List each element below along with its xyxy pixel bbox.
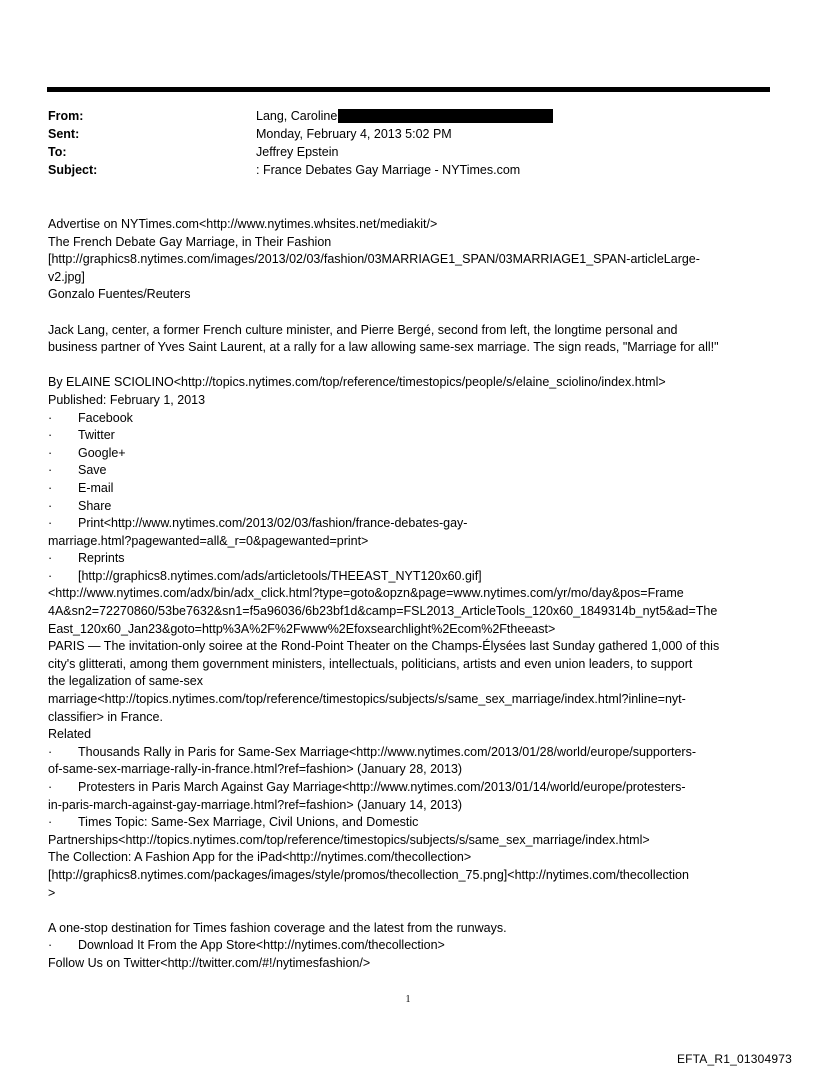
- to-label: To:: [48, 145, 67, 159]
- page-number: 1: [405, 994, 411, 1005]
- from-value: Lang, Caroline: [256, 109, 338, 123]
- bullet-dot: ·: [48, 938, 53, 953]
- related-link-text: Times Topic: Same-Sex Marriage, Civil Unions, and Domestic: [78, 815, 419, 830]
- photo-credit: Gonzalo Fuentes/Reuters: [48, 287, 191, 302]
- share-label: E-mail: [78, 480, 114, 495]
- print-link[interactable]: [48, 515, 774, 533]
- share-label: Google+: [78, 445, 126, 460]
- advertise-link[interactable]: Advertise on NYTimes.com<http://www.nytimes.whsites.net/mediakit/>: [48, 217, 438, 231]
- related-link-1[interactable]: [48, 744, 774, 762]
- subject-value: : France Debates Gay Marriage - NYTimes.com: [256, 163, 521, 177]
- destination-text: A one-stop destination for Times fashion coverage and the latest from the runways.: [48, 920, 507, 935]
- byline[interactable]: By ELAINE SCIOLINO<http://topics.nytimes.com/top/reference/timestopics/people/s/elaine_sciolino/index.html>: [48, 375, 666, 390]
- related-link-2[interactable]: [48, 779, 774, 797]
- article-text: marriage<http://topics.nytimes.com/top/reference/timestopics/subjects/s/same_sex_marriage/index.html?inline=nyt-: [48, 692, 686, 707]
- subject-label: Subject:: [48, 163, 98, 177]
- bullet-dot: ·: [48, 410, 53, 425]
- related-link-text: Thousands Rally in Paris for Same-Sex Marriage<http://www.nytimes.com/2013/01/28/world/europe/supporters-: [78, 744, 696, 759]
- bullet-dot: ·: [48, 551, 53, 566]
- article-headline: The French Debate Gay Marriage, in Their Fashion: [48, 234, 332, 249]
- image-url-line: [http://graphics8.nytimes.com/images/2013/02/03/fashion/03MARRIAGE1_SPAN/03MARRIAGE1_SPAN-articleLarge-: [48, 252, 700, 267]
- published-date: Published: February 1, 2013: [48, 392, 206, 407]
- share-label: Facebook: [78, 410, 133, 425]
- related-heading: Related: [48, 727, 92, 742]
- ad-click-url[interactable]: East_120x60_Jan23&goto=http%3A%2F%2Fwww%2Efoxsearchlight%2Ecom%2Ftheeast>: [48, 621, 556, 636]
- article-text: PARIS — The invitation-only soiree at the Rond-Point Theater on the Champs-Élysées last Sunday gathered 1,000 of this: [48, 639, 720, 654]
- article-text: classifier> in France.: [48, 709, 163, 724]
- bullet-dot: ·: [48, 516, 53, 531]
- download-link-text: Download It From the App Store<http://nytimes.com/thecollection>: [78, 938, 445, 953]
- ad-image-link[interactable]: [48, 568, 774, 586]
- sent-row: [48, 125, 768, 143]
- bullet-dot: ·: [48, 445, 53, 460]
- ad-click-url[interactable]: <http://www.nytimes.com/adx/bin/adx_click.html?type=goto&opzn&page=www.nytimes.com/yr/mo/day&pos=Frame: [48, 586, 684, 601]
- bullet-dot: ·: [48, 744, 53, 759]
- download-link[interactable]: [48, 937, 774, 955]
- collection-link[interactable]: The Collection: A Fashion App for the iPad<http://nytimes.com/thecollection>: [48, 850, 472, 865]
- from-value-wrap: [256, 107, 553, 125]
- bullet-dot: ·: [48, 780, 53, 794]
- ad-image-url: [http://graphics8.nytimes.com/ads/articletools/THEEAST_NYT120x60.gif]: [78, 568, 482, 583]
- email-body: [48, 216, 774, 973]
- related-link-3-cont[interactable]: Partnerships<http://topics.nytimes.com/top/reference/timestopics/subjects/s/same_sex_marriage/index.html>: [48, 832, 650, 847]
- related-link-text: Protesters in Paris March Against Gay Marriage<http://www.nytimes.com/2013/01/14/world/europe/protesters-: [78, 780, 686, 794]
- sent-label: Sent:: [48, 127, 80, 141]
- subject-row: [48, 161, 768, 179]
- bullet-dot: ·: [48, 815, 53, 830]
- follow-twitter-link[interactable]: Follow Us on Twitter<http://twitter.com/#!/nytimesfashion/>: [48, 955, 371, 970]
- bullet-dot: ·: [48, 463, 53, 478]
- to-row: [48, 143, 768, 161]
- share-item-email[interactable]: [48, 480, 774, 498]
- share-item-share[interactable]: [48, 498, 774, 516]
- document-id: EFTA_R1_01304973: [676, 1052, 792, 1066]
- print-link-text: Print<http://www.nytimes.com/2013/02/03/fashion/france-debates-gay-: [78, 516, 468, 531]
- bullet-dot: ·: [48, 480, 53, 495]
- share-item-save[interactable]: [48, 462, 774, 480]
- reprints-label: Reprints: [78, 551, 125, 566]
- bullet-dot: ·: [48, 568, 53, 583]
- caption-line: business partner of Yves Saint Laurent, at a rally for a law allowing same-sex marriage. The sign reads, "Marriage for all!": [48, 340, 719, 355]
- bullet-dot: ·: [48, 428, 53, 443]
- header-rule: [47, 87, 770, 92]
- email-header: [48, 107, 768, 179]
- share-label: Twitter: [78, 428, 115, 443]
- reprints-link[interactable]: [48, 550, 774, 568]
- article-text: the legalization of same-sex: [48, 674, 203, 689]
- related-link-3[interactable]: [48, 814, 774, 832]
- image-url-line: v2.jpg]: [48, 269, 85, 284]
- collection-image-link[interactable]: [http://graphics8.nytimes.com/packages/images/style/promos/thecollection_75.png]<http://nytimes.com/thecollection: [48, 867, 689, 882]
- caption-line: Jack Lang, center, a former French culture minister, and Pierre Bergé, second from left, the longtime personal and: [48, 322, 678, 337]
- from-row: [48, 107, 768, 125]
- collection-image-link-cont: >: [48, 885, 56, 900]
- share-item-facebook[interactable]: [48, 410, 774, 428]
- related-link-2-cont[interactable]: in-paris-march-against-gay-marriage.html?ref=fashion> (January 14, 2013): [48, 797, 463, 812]
- print-link-cont[interactable]: marriage.html?pagewanted=all&_r=0&pagewanted=print>: [48, 533, 369, 548]
- article-text: city's glitterati, among them government ministers, intellectuals, politicians, artists and even union leaders, to support: [48, 656, 693, 671]
- redaction-box: [338, 109, 553, 123]
- ad-click-url[interactable]: 4A&sn2=72270860/53be7632&sn1=f5a96036/6b23bf1d&camp=FSL2013_ArticleTools_120x60_1849314b_nyt5&ad=The: [48, 604, 718, 619]
- share-item-twitter[interactable]: [48, 427, 774, 445]
- sent-value: Monday, February 4, 2013 5:02 PM: [256, 127, 452, 141]
- from-label: From:: [48, 109, 84, 123]
- share-label: Share: [78, 498, 112, 513]
- share-label: Save: [78, 463, 107, 478]
- related-link-1-cont[interactable]: of-same-sex-marriage-rally-in-france.html?ref=fashion> (January 28, 2013): [48, 762, 463, 777]
- share-item-google-plus[interactable]: [48, 445, 774, 463]
- bullet-dot: ·: [48, 498, 53, 513]
- to-value: Jeffrey Epstein: [256, 145, 339, 159]
